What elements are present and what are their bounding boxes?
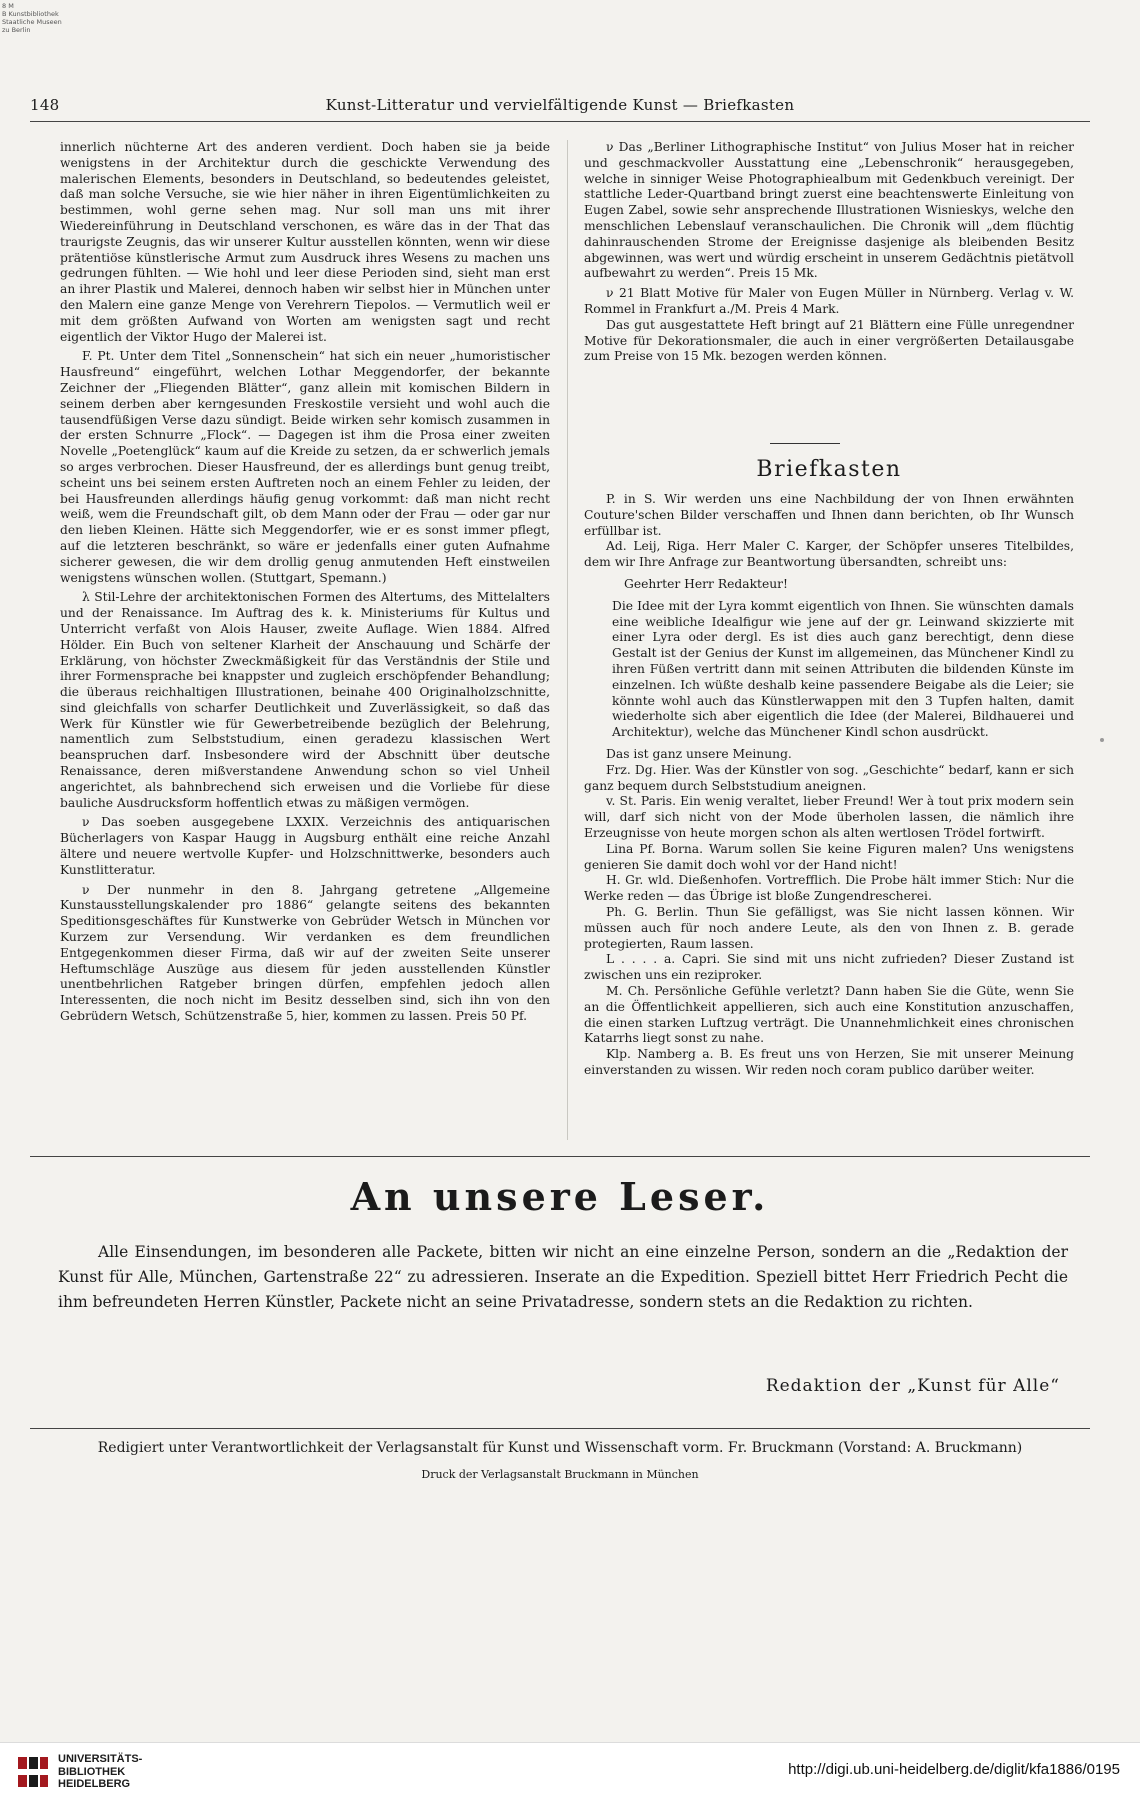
paragraph: F. Pt. Unter dem Titel „Sonnenschein“ hat sich ein neuer „humoristischer Hausfreund“ eingeführt, welchen Lothar Meggendorfer, der bekannte Zeichner der „Fliegenden Blätter“, ganz allein mit komischen Bildern in seinem derben aber kerngesunden Freskostile versieht und wohl auch die tausendfüßigen Verse dazu sündigt. Beide wirken sehr komisch zusammen in der ersten Schnurre „Flock“. — Dagegen ist ihm die Prosa einer zweiten Novelle „Poetenglück“ kaum auf die Kreide zu setzen, da er schwerlich jemals so arges verbrochen. Dieser Hausfreund, der es allerdings bunt genug treibt, scheint uns bei seinem ersten Auftreten noch an einem Fehler zu leiden, der bei Hausfreunden allerdings häufig genug vorkommt: daß man nicht recht weiß, wem die Freundschaft gilt, ob dem Mann oder der Frau — oder gar nur den lieben Kleinen. Hätte sich Meggendorfer, wie er es sonst immer pflegt, auf die letzteren beschränkt, so wäre er jedenfalls einer guten Aufnahme sicherer gewesen, die wir dem drollig genug anmutenden Heft einstweilen wenigstens wünschen wollen. (Stuttgart, Spemann.): [60, 349, 550, 585]
printer-line: Druck der Verlagsanstalt Bruckmann in München: [421, 1468, 699, 1481]
letter-text: Die Idee mit der Lyra kommt eigentlich von Ihnen. Sie wünschten damals eine weibliche Idealfigur wie jene auf der gr. Leinwand skizzierte mit einer Lyra oder dergl. Es ist dies auch ganz berechtigt, denn diese Gestalt ist der Genius der Kunst im allgemeinen, das Münchener Kindl zu ihren Füßen vertritt dann mit seinen Attributen die bildenden Künste im einzelnen. Ich wüßte deshalb keine passendere Beigabe als die Leier; sie könnte wohl auch das Künstlerwappen mit den 3 Tupfen halten, damit wiederholte sich aber eigentlich die Idee (der Malerei, Bildhauerei und Architektur), welche das Münchener Kindl schon ausdrückt.: [612, 598, 1074, 740]
column-divider: [567, 140, 568, 1140]
footer-rule: [30, 1428, 1090, 1429]
brief-entry: Klp. Namberg a. B. Es freut uns von Herzen, Sie mit unserer Meinung einverstanden zu wissen. Wir reden noch coram publico darüber weiter.: [584, 1047, 1074, 1077]
brief-entry: L . . . . a. Capri. Sie sind mit uns nicht zufrieden? Dieser Zustand ist zwischen uns ein reziproker.: [584, 952, 1074, 983]
leser-paragraph: Alle Einsendungen, im besonderen alle Packete, bitten wir nicht an eine einzelne Person, sondern an die „Redaktion der Kunst für Alle, München, Gartenstraße 22“ zu adressieren. Inserate an die Expedition. Speziell bittet Herr Friedrich Pecht die ihm befreundeten Herren Künstler, Packete nicht an seine Privatadresse, sondern stets an die Redaktion zu richten.: [58, 1243, 1068, 1311]
paragraph: ν 21 Blatt Motive für Maler von Eugen Müller in Nürnberg. Verlag v. W. Rommel in Frankfurt a./M. Preis 4 Mark.: [584, 286, 1074, 316]
brief-entry: v. St. Paris. Ein wenig veraltet, lieber Freund! Wer à tout prix modern sein will, darf sich nicht von der Mode überholen lassen, die nämlich ihre Erzeugnisse von heute morgen schon als alten wertlosen Trödel fortwirft.: [584, 794, 1074, 840]
brief-entry: Lina Pf. Borna. Warum sollen Sie keine Figuren malen? Uns wenigstens genieren Sie damit doch wohl vor der Hand nicht!: [584, 841, 1074, 872]
section-rule: [30, 1156, 1090, 1157]
editorial-signature: Redaktion der „Kunst für Alle“: [765, 1376, 1060, 1396]
brief-entry: P. in S. Wir werden uns eine Nachbildung der von Ihnen erwähnten Couture'schen Bilder verschaffen und Ihnen dann berichten, ob Ihr Wunsch erfüllbar ist.: [584, 492, 1074, 538]
right-column: [584, 140, 1074, 365]
library-name-line: HEIDELBERG: [58, 1778, 131, 1790]
library-name: [58, 1753, 142, 1791]
letter-salutation: Geehrter Herr Redakteur!: [624, 576, 788, 591]
leser-heading: An unsere Leser.: [350, 1174, 770, 1219]
leser-body: [58, 1240, 1068, 1315]
imprint-line: Redigiert unter Verantwortlichkeit der Verlagsanstalt für Kunst und Wissenschaft vorm. Fr. Bruckmann (Vorstand: A. Bruckmann): [97, 1440, 1023, 1456]
brief-entry: M. Ch. Persönliche Gefühle verletzt? Dann haben Sie die Güte, wenn Sie an die Öffentlichkeit appellieren, sich auch eine Konstitution anzuschaffen, die einen starken Luftzug verträgt. Die Unannehmlichkeit eines chronischen Katarrhs liegt sonst zu nahe.: [584, 983, 1074, 1046]
paragraph: ν Das soeben ausgegebene LXXIX. Verzeichnis des antiquarischen Bücherlagers von Kaspar Haugg in Augsburg enthält eine reiche Anzahl ältere und neuere wertvolle Kupfer- und Holzschnittwerke, besonders auch Kunstlitteratur.: [60, 815, 550, 877]
briefkasten-body: [584, 492, 1074, 1079]
briefkasten-heading: Briefkasten: [756, 457, 902, 482]
library-stamp: [2, 2, 62, 34]
running-title: Kunst-Litteratur und vervielfältigende Kunst — Briefkasten: [325, 96, 795, 114]
page-number: 148: [30, 96, 60, 114]
stamp-line: B Kunstbibliothek: [2, 10, 59, 18]
paragraph: λ Stil-Lehre der architektonischen Formen des Altertums, des Mittelalters und der Renaissance. Im Auftrag des k. k. Ministeriums für Kultus und Unterricht verfaßt von Alois Hauser, zweite Auflage. Wien 1884. Alfred Hölder. Ein Buch von seltener Klarheit der Anschauung und Schärfe der Erklärung, von höchster Zweckmäßigkeit für das Verständnis der Stile und ihrer Formensprache bei knappster und zugleich erschöpfender Behandlung; die überaus reichhaltigen Illustrationen, beinahe 400 Originalholzschnitte, sind gleichfalls von scharfer Deutlichkeit und Zuverlässigkeit, so daß das Werk für Künstler wie für Gewerbetreibende bezüglich der Belehrung, namentlich zum Selbststudium, einen geradezu klassischen Wert beanspruchen darf. Insbesondere wird der Abschnitt über deutsche Renaissance, deren mißverstandene Anwendung schon so viel Unheil angerichtet, als bahnbrechend sich erweisen und die Vorliebe für diese bauliche Ausdrucksform hoffentlich etwas zu mäßigen vermögen.: [60, 590, 550, 810]
university-library-logo-icon: [16, 1755, 50, 1789]
library-bar: [0, 1742, 1140, 1799]
brief-entry: Das ist ganz unsere Meinung.: [606, 746, 792, 761]
header-rule: [30, 121, 1090, 122]
paragraph: ν Das „Berliner Lithographische Institut“ von Julius Moser hat in reicher und geschmackvoller Ausstattung eine „Lebenschronik“ herausgegeben, welche in sinniger Weise Photographiealbum mit Gedenkbuch vereinigt. Der stattliche Leder-Quartband bringt zuerst eine beachtenswerte Einleitung von Eugen Zabel, sowie sehr ansprechende Illustrationen Wisnieskys, welche den menschlichen Lebenslauf veranschaulichen. Die Chronik will „dem flüchtig dahinrauschenden Strome der Ereignisse dasjenige als bleibenden Besitz abgewinnen, was wert und würdig erscheint in unserem Gedächtnis pietätvoll aufbewahrt zu werden“. Preis 15 Mk.: [584, 140, 1074, 281]
stamp-line: zu Berlin: [2, 26, 31, 34]
brief-entry: H. Gr. wld. Dießenhofen. Vortrefflich. Die Probe hält immer Stich: Nur die Werke reden — das Übrige ist bloße Zungendrescherei.: [584, 873, 1074, 904]
library-name-line: UNIVERSITÄTS-: [58, 1753, 143, 1765]
library-name-line: BIBLIOTHEK: [58, 1765, 126, 1778]
brief-entry: Frz. Dg. Hier. Was der Künstler von sog. „Geschichte“ bedarf, kann er sich ganz bequem durch Selbststudium aneignen.: [584, 762, 1074, 793]
brief-entry: Ph. G. Berlin. Thun Sie gefälligst, was Sie nicht lassen können. Wir müssen auch für noch andere Leute, als den von Ihnen z. B. gerade protegierten, Raum lassen.: [584, 904, 1074, 951]
paragraph: Das gut ausgestattete Heft bringt auf 21 Blättern eine Fülle unregendner Motive für Dekorationsmaler, die auch in einer vergrößerten Detailausgabe zum Preise von 15 Mk. bezogen werden können.: [584, 317, 1074, 364]
paragraph: innerlich nüchterne Art des anderen verdient. Doch haben sie ja beide wenigstens in der Architektur durch die geschickte Verwendung des malerischen Elements, besonders in Deutschland, so bedeutendes geleistet, daß man solche Versuche, sie wie hier näher in ihren Eigentümlichkeiten zu bestimmen, wohl gerne sehen mag. Nur soll man uns mit ihrer Wiedereinführung in Deutschland verschonen, es wäre das in der That das traurigste Zeugnis, das wir unserer Kultur ausstellen könnten, wenn wir diese prätentiöse künstlerische Armut zum Ausdruck ihres Wesens zu machen uns gedrungen fühlten. — Wie hohl und leer diese Perioden sind, sieht man erst an ihrer Plastik und Malerei, dennoch haben wir selbst hier in München unter den Malern eine ganze Menge von Verehrern Tiepolos. — Vermutlich weil er mit dem größten Aufwand von Worten am wenigsten sagt und recht eigentlich der Viktor Hugo der Malerei ist.: [60, 140, 550, 344]
section-rule: [770, 443, 840, 444]
paragraph: ν Der nunmehr in den 8. Jahrgang getretene „Allgemeine Kunstausstellungskalender pro 1886“ gelangte seitens des bekannten Speditionsgeschäftes für Kunstwerke von Gebrüder Wetsch in München vor Kurzem zur Versendung. Wir verdanken es dem freundlichen Entgegenkommen dieser Firma, daß wir auf der zweiten Seite unserer Heftumschläge Auszüge aus diesem für jeden ausstellenden Künstler unentbehrlichen Ratgeber bringen dürfen, empfehlen jedoch allen Interessenten, die noch nicht im Besitz desselben sind, sich ihn von den Gebrüdern Wetsch, Schützenstraße 5, hier, kommen zu lassen. Preis 50 Pf.: [60, 882, 550, 1024]
stamp-line: Staatliche Museen: [2, 18, 62, 26]
margin-mark: [1100, 738, 1104, 742]
permalink-url[interactable]: http://digi.ub.uni-heidelberg.de/diglit/kfa1886/0195: [788, 1761, 1120, 1778]
brief-entry: Ad. Leij, Riga. Herr Maler C. Karger, der Schöpfer unseres Titelbildes, dem wir Ihre Anfrage zur Beantwortung übersandten, schreibt uns:: [584, 539, 1074, 570]
page-header: [30, 96, 1090, 118]
left-column: [60, 140, 550, 1025]
stamp-line: 8 M: [2, 2, 14, 10]
